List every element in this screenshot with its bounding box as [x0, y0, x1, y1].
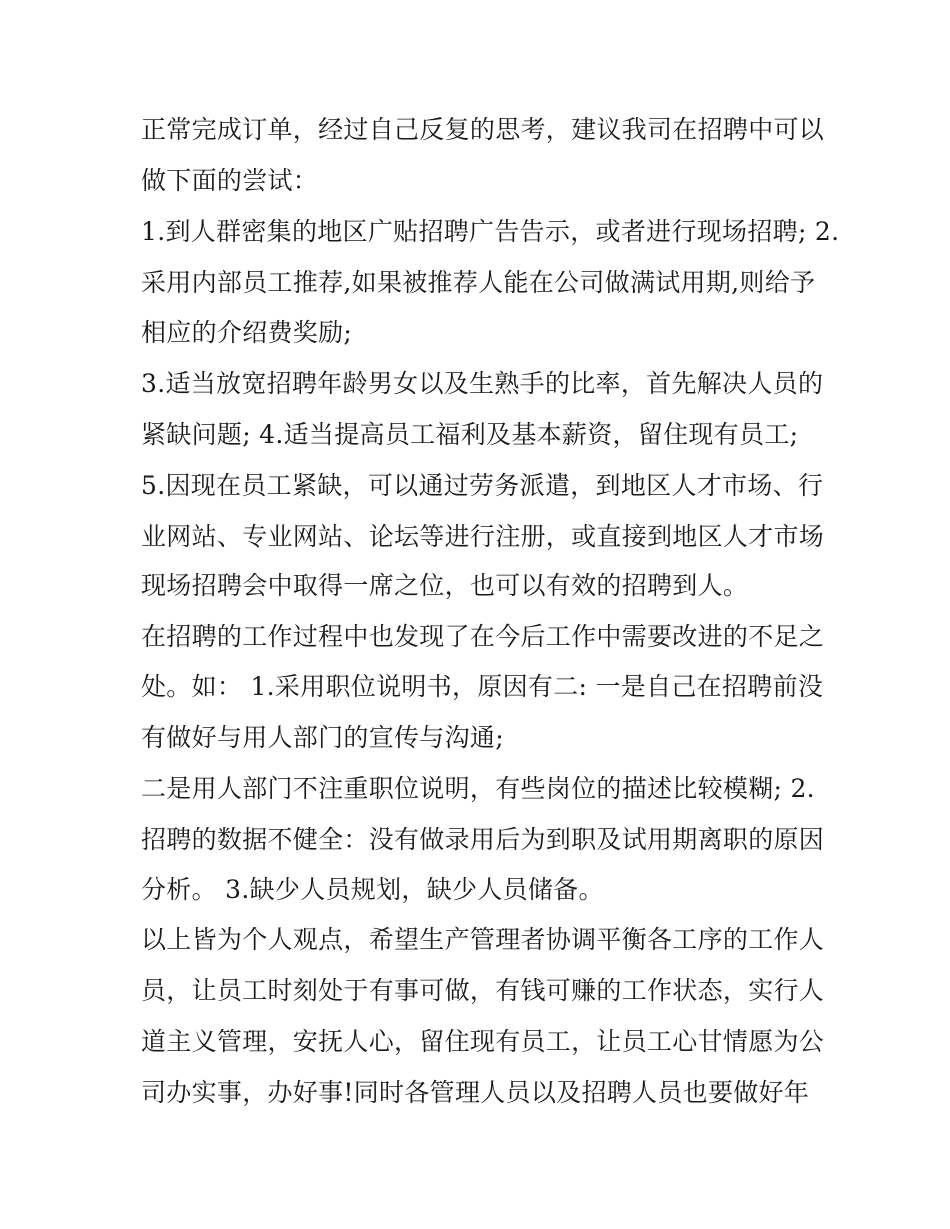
text-line: 分析。 3.缺少人员规划，缺少人员储备。: [141, 875, 604, 904]
text-line: 在招聘的工作过程中也发现了在今后工作中需要改进的不足之: [141, 622, 825, 651]
text-line: 业网站、专业网站、论坛等进行注册，或直接到地区人才市场: [141, 522, 825, 551]
text-line: 处。如： 1.采用职位说明书，原因有二: 一是自己在招聘前没: [141, 672, 824, 701]
text-line: 紧缺问题; 4.适当提高员工福利及基本薪资，留住现有员工;: [141, 420, 799, 449]
text-line: 以上皆为个人观点，希望生产管理者协调平衡各工序的工作人: [141, 925, 825, 954]
text-line: 相应的介绍费奖励;: [141, 318, 353, 347]
text-line: 有做好与用人部门的宣传与沟通;: [141, 723, 504, 752]
text-line: 正常完成订单，经过自己反复的思考，建议我司在招聘中可以: [141, 115, 825, 144]
text-line: 采用内部员工推荐,如果被推荐人能在公司做满试用期,则给予: [141, 268, 816, 297]
text-line: 现场招聘会中取得一席之位，也可以有效的招聘到人。: [141, 571, 749, 600]
text-line: 5.因现在员工紧缺，可以通过劳务派遣，到地区人才市场、行: [141, 471, 824, 500]
text-line: 司办实事，办好事!同时各管理人员以及招聘人员也要做好年: [141, 1078, 810, 1107]
text-line: 道主义管理，安抚人心，留住现有员工，让员工心甘情愿为公: [141, 1027, 825, 1056]
text-line: 1.到人群密集的地区广贴招聘广告告示，或者进行现场招聘; 2.: [141, 217, 840, 246]
text-line: 招聘的数据不健全：没有做录用后为到职及试用期离职的原因: [141, 825, 825, 854]
text-line: 3.适当放宽招聘年龄男女以及生熟手的比率，首先解决人员的: [141, 369, 824, 398]
text-line: 做下面的尝试：: [141, 166, 319, 195]
text-line: 二是用人部门不注重职位说明，有些岗位的描述比较模糊; 2.: [141, 774, 815, 803]
text-line: 员，让员工时刻处于有事可做，有钱可赚的工作状态，实行人: [141, 976, 825, 1005]
